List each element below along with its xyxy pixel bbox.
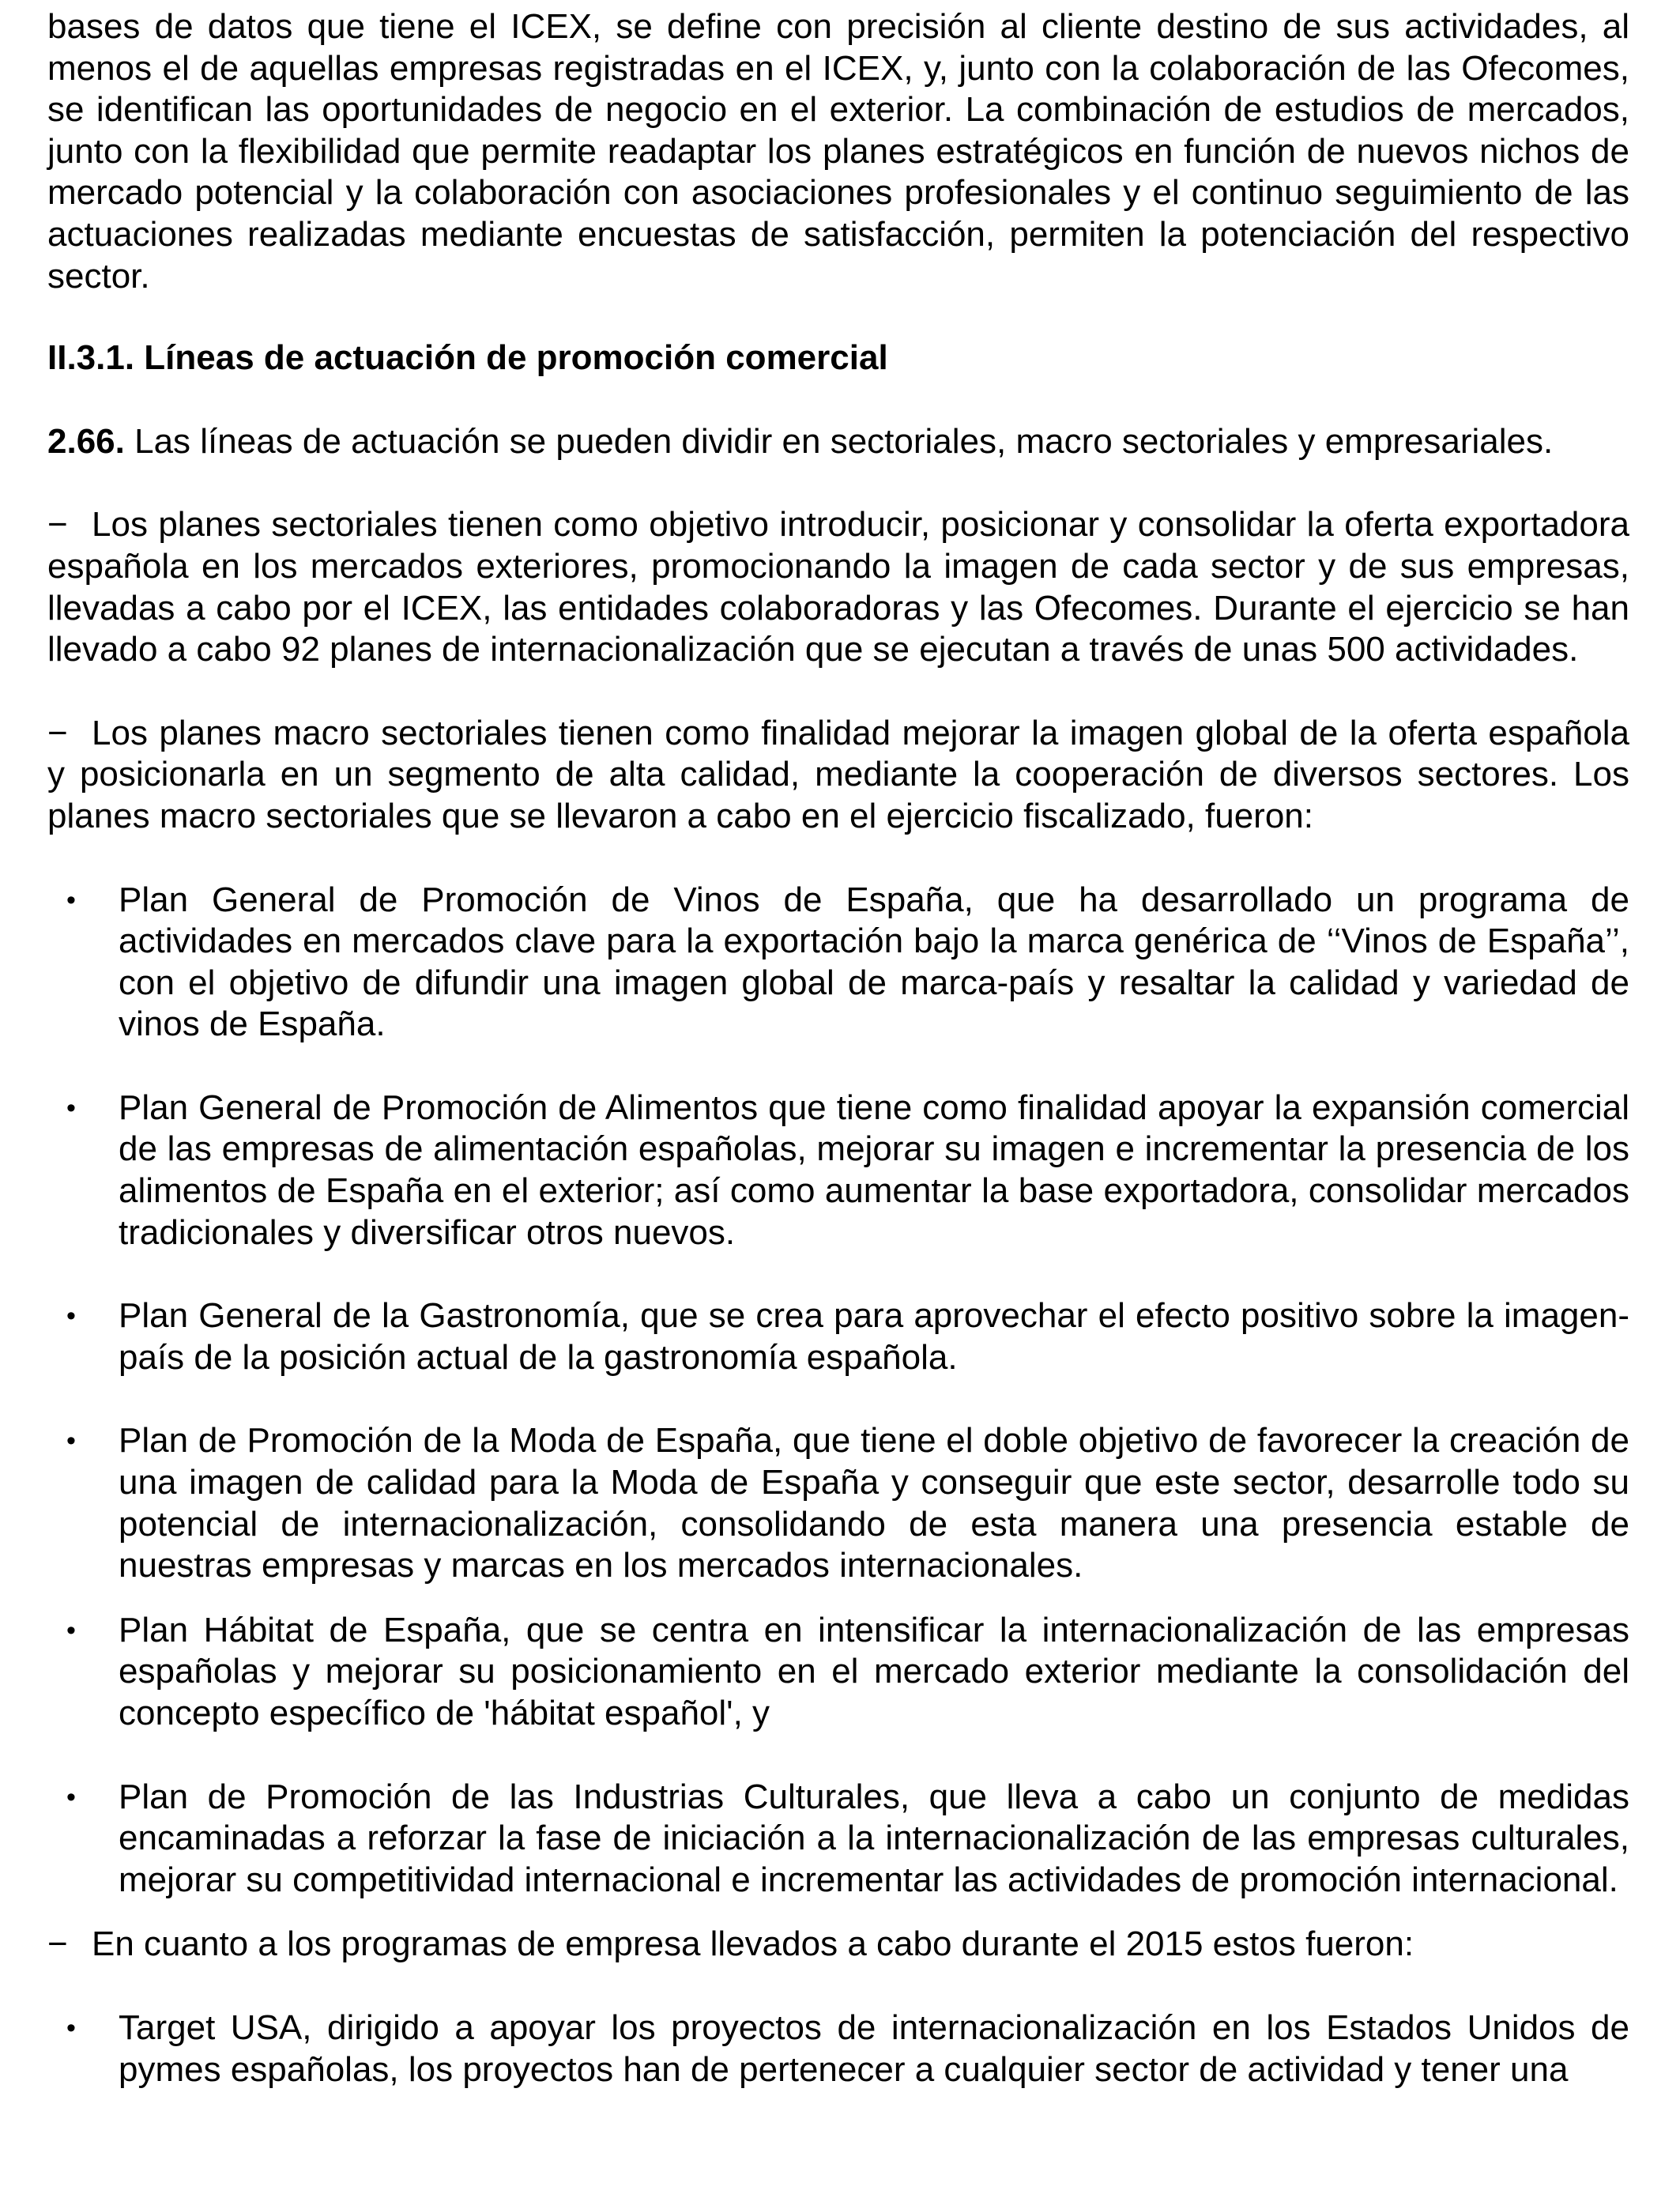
list-item: [47, 1295, 1629, 1378]
list-item-text: Plan de Promoción de las Industrias Culturales, que lleva a cabo un conjunto de medidas encaminadas a reforzar la fase de iniciación a la internacionalización de las empresas culturales, mejorar su competitividad internacional e incrementar las actividades de promoción internacional.: [119, 1777, 1629, 1899]
list-item-text: Target USA, dirigido a apoyar los proyectos de internacionalización en los Estados Unidos de pymes españolas, los proyectos han de pertenecer a cualquier sector de actividad y tener una: [119, 2007, 1629, 2089]
macro-text: Los planes macro sectoriales tienen como finalidad mejorar la imagen global de la oferta española y posicionarla en un segmento de alta calidad, mediante la cooperación de diversos sectores. Los planes macro sectoriales que se llevaron a cabo en el ejercicio fiscalizado, fueron:: [47, 713, 1629, 835]
bullet-icon: •: [66, 884, 76, 915]
list-item: [47, 880, 1629, 1046]
list-item-text: Plan General de la Gastronomía, que se crea para aprovechar el efecto positivo sobre la imagen-país de la posición actual de la gastronomía española.: [119, 1296, 1629, 1377]
section-heading: II.3.1. Líneas de actuación de promoción comercial: [47, 338, 888, 378]
macro-paragraph: [47, 713, 1629, 838]
intro-paragraph: bases de datos que tiene el ICEX, se define con precisión al cliente destino de sus actividades, al menos el de aquellas empresas registradas en el ICEX, y, junto con la colaboración de las Ofecomes, se identifican las oportunidades de negocio en el exterior. La combinación de estudios de mercados, junto con la flexibilidad que permite readaptar los planes estratégicos en función de nuevos nichos de mercado potencial y la colaboración con asociaciones profesionales y el continuo seguimiento de las actuaciones realizadas mediante encuestas de satisfacción, permiten la potenciación del respectivo sector.: [47, 7, 1629, 296]
empresa-text: En cuanto a los programas de empresa llevados a cabo durante el 2015 estos fueron:: [92, 1924, 1414, 1964]
dash-marker: −: [47, 713, 68, 752]
empresa-paragraph: [47, 1924, 1629, 1966]
list-item-text: Plan de Promoción de la Moda de España, que tiene el doble objetivo de favorecer la creación de una imagen de calidad para la Moda de España y conseguir que este sector, desarrolle todo su potencial de internacionalización, consolidando de esta manera una presencia estable de nuestras empresas y marcas en los mercados internacionales.: [119, 1421, 1629, 1585]
dash-marker: −: [47, 505, 68, 545]
paragraph-text: Las líneas de actuación se pueden dividir en sectoriales, macro sectoriales y empresariales.: [124, 421, 1554, 461]
list-item: [47, 1420, 1629, 1586]
list-item: [47, 2007, 1629, 2090]
paragraph-2-66: [47, 421, 1629, 463]
list-item: [47, 1777, 1629, 1902]
dash-marker: −: [47, 1924, 68, 1964]
list-item: [47, 1610, 1629, 1735]
bullet-icon: •: [66, 1426, 76, 1457]
bullet-icon: •: [66, 2012, 76, 2043]
sectoriales-text: Los planes sectoriales tienen como objetivo introducir, posicionar y consolidar la oferta exportadora española en los mercados exteriores, promocionando la imagen de cada sector y de sus empresas, llevadas a cabo por el ICEX, las entidades colaboradoras y las Ofecomes. Durante el ejercicio se han llevado a cabo 92 planes de internacionalización que se ejecutan a través de unas 500 actividades.: [47, 505, 1629, 669]
empresa-programs-list: [47, 2007, 1629, 2090]
macro-plans-list: [47, 880, 1629, 1902]
bullet-icon: •: [66, 1301, 76, 1332]
list-item: [47, 1088, 1629, 1253]
bullet-icon: •: [66, 1781, 76, 1812]
paragraph-number: 2.66.: [47, 421, 125, 461]
bullet-icon: •: [66, 1092, 76, 1123]
document-page: [47, 6, 1629, 2090]
list-item-text: Plan General de Promoción de Alimentos que tiene como finalidad apoyar la expansión comercial de las empresas de alimentación españolas, mejorar su imagen e incrementar la presencia de los alimentos de España en el exterior; así como aumentar la base exportadora, consolidar mercados tradicionales y diversificar otros nuevos.: [119, 1088, 1629, 1252]
list-item-text: Plan Hábitat de España, que se centra en intensificar la internacionalización de las empresas españolas y mejorar su posicionamiento en el mercado exterior mediante la consolidación del concepto específico de 'hábitat español', y: [119, 1610, 1629, 1732]
list-item-text: Plan General de Promoción de Vinos de España, que ha desarrollado un programa de actividades en mercados clave para la exportación bajo la marca genérica de ‘‘Vinos de España’’, con el objetivo de difundir una imagen global de marca-país y resaltar la calidad y variedad de vinos de España.: [119, 880, 1629, 1044]
bullet-icon: •: [66, 1615, 76, 1646]
sectoriales-paragraph: [47, 504, 1629, 670]
